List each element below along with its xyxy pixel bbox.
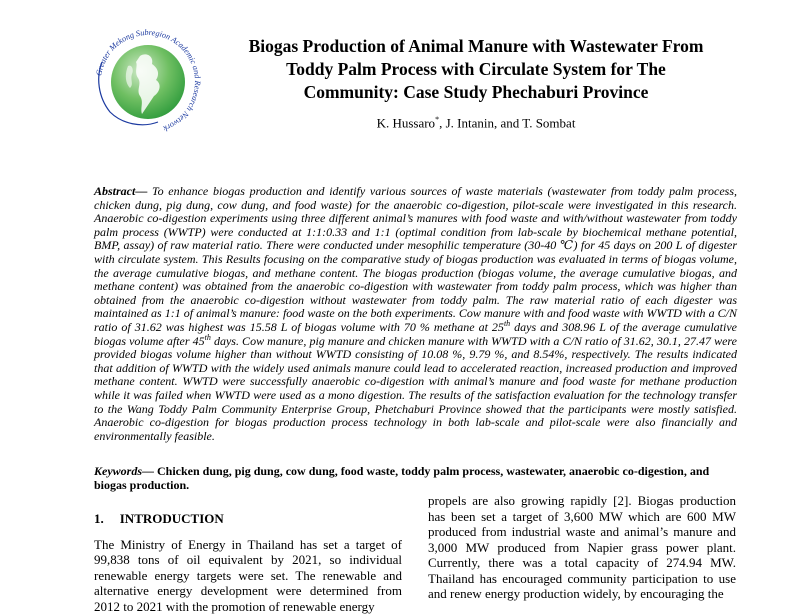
keywords-label: Keywords— — [94, 464, 154, 478]
abstract — [94, 185, 737, 443]
other-authors: , J. Intanin, and T. Sombat — [439, 115, 575, 130]
keywords-text: Chicken dung, pig dung, cow dung, food waste, toddy palm process, wastewater, anaerobic co-digestion, and biogas production. — [94, 464, 709, 492]
abstract-sup-2: th — [205, 333, 211, 342]
abstract-text-1: To enhance biogas production and identify various sources of waste materials (wastewater from toddy palm process, chicken dung, pig dung, cow dung, and food waste) for the anaerobic co-digestion, pilot-scale were investigated in this research. Anaerobic co-digestion experiments using three different animal’s manures with food waste and with/without wastewater from toddy palm process (WWTP) were conducted at 1:1:0.33 and 1:1 (optimal condition from lab-scale by biochemical methane potential, BMP, assay) of raw material ratio. There were conducted under mesophilic temperature (30-40 ℃) for 45 days on 200 L of digester with circulate system. This Results focusing on the comparative study of biogas production was evaluated in terms of biogas volume, the average cumulative biogas, and methane content. The biogas production (biogas volume, the average cumulative biogas, and methane content) was obtained from the anaerobic co-digestion with wastewater from toddy palm process, which was higher than obtained from the anaerobic co-digestion without wastewater from toddy palm. The raw material ratio of each digester was maintained as 1:1 of animal’s manure: food waste on the both experiments. Cow manure with and food waste with WWTD with a C/N ratio of 31.62 was highest was 15.58 L of biogas volume with 70 % methane at 25 — [94, 184, 737, 334]
intro-paragraph-left: The Ministry of Energy in Thailand has set a target of 99,838 tons of oil equivalent by 2021, so individual renewable energy targets were set. The renewable and alternative energy development were determined from 2012 to 2021 with the promotion of renewable energy — [94, 537, 402, 614]
abstract-label: Abstract— — [94, 184, 147, 198]
section-title: INTRODUCTION — [120, 511, 224, 526]
paper-title — [222, 35, 730, 104]
network-logo — [88, 22, 208, 142]
logo-ring-text: Greater Mekong Subregion Academic and Research Network — [94, 28, 202, 133]
abstract-sup-1: th — [504, 319, 510, 328]
corresponding-mark: * — [435, 115, 439, 124]
authors-line — [222, 112, 730, 131]
right-column — [428, 493, 736, 602]
title-line-3: Community: Case Study Phechaburi Province — [304, 82, 649, 102]
intro-paragraph-right: propels are also growing rapidly [2]. Biogas production has been set a target of 3,600 MW which are 600 MW produced from industrial waste and animal’s manure and 3,000 MW produced from Napier grass power plant. Currently, there was a total capacity of 274.94 MW. Thailand has encouraged community participation to use and renew energy production widely, by encouraging the — [428, 493, 736, 602]
section-heading-introduction — [94, 511, 402, 527]
left-column — [94, 511, 402, 614]
abstract-text-2: days and 308.96 L of the average cumulative biogas volume after 45 — [94, 320, 737, 348]
network-logo-graphic — [88, 22, 208, 142]
title-line-2: Toddy Palm Process with Circulate System for The — [286, 59, 666, 79]
abstract-text-3: days. Cow manure, pig manure and chicken manure with WWTD with a C/N ratio of 31.62, 30.1, 27.47 were provided biogas volume higher than without WWTD consisting of 10.08 %, 9.79 %, and 8.54%, respectively. The results indicated that addition of WWTD with the widely used animals manure could lead to accelerated reaction, increased production and improved methane content. WWTD were successfully anaerobic co-digestion with animal’s manure and food waste for methane production while it was failed when WWTD were used as a mono digestion. The results of the satisfaction evaluation for the technology transfer to the Wang Toddy Palm Community Enterprise Group, Phetchaburi Province showed that the participants were mostly satisfied. Anaerobic co-digestion for biogas production process technology in both lab-scale and pilot-scale were also financially and environmentally feasible. — [94, 334, 737, 443]
keywords — [94, 464, 737, 492]
section-number: 1. — [94, 511, 104, 526]
title-line-1: Biogas Production of Animal Manure with Wastewater From — [249, 36, 704, 56]
author-1: K. Hussaro — [377, 115, 436, 130]
